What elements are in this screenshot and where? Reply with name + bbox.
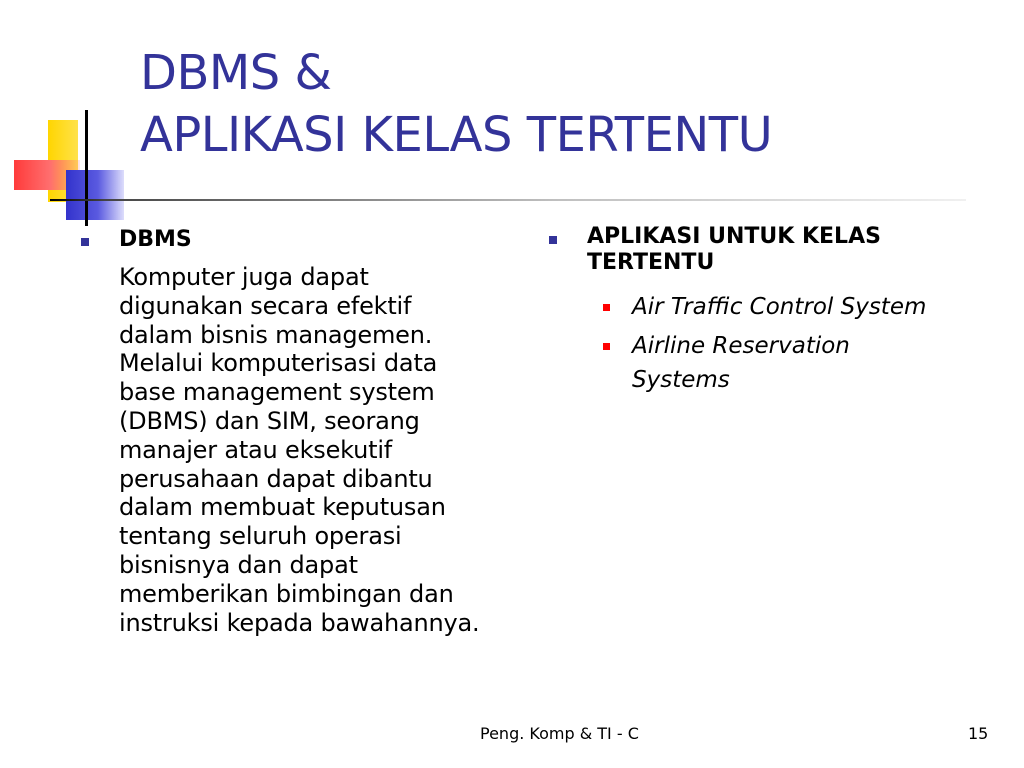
paragraph-line: Komputer juga dapat bbox=[119, 263, 369, 291]
list-item-text: Airline Reservation bbox=[632, 333, 850, 359]
paragraph-line: base management system bbox=[119, 378, 435, 407]
slide-title-line-1: DBMS & bbox=[140, 45, 332, 101]
list-item bbox=[591, 290, 986, 324]
slide-title bbox=[140, 42, 1000, 166]
slide-title-line-2: APLIKASI KELAS TERTENTU bbox=[140, 107, 773, 163]
list-item-text-continued: Systems bbox=[632, 367, 730, 393]
paragraph-line: digunakan secara efektif bbox=[119, 291, 412, 320]
paragraph-line: tentang seluruh operasi bbox=[119, 522, 402, 551]
sub-bullet-list bbox=[591, 290, 986, 397]
red-square-bullet-icon bbox=[603, 304, 610, 311]
bullet-heading-dbms: DBMS bbox=[119, 227, 192, 252]
dbms-paragraph bbox=[78, 263, 528, 637]
bullet-aplikasi bbox=[546, 224, 986, 276]
paragraph-line: Melalui komputerisasi data bbox=[119, 349, 438, 378]
paragraph-line: memberikan bimbingan dan bbox=[119, 579, 454, 608]
title-underline bbox=[50, 199, 966, 201]
decorative-vertical-line bbox=[85, 110, 88, 226]
square-bullet-icon bbox=[549, 236, 557, 244]
footer-text: Peng. Komp & TI - C bbox=[480, 724, 639, 743]
paragraph-line: perusahaan dapat dibantu bbox=[119, 464, 433, 493]
paragraph-line: dalam membuat keputusan bbox=[119, 493, 446, 522]
bullet-dbms bbox=[78, 226, 528, 254]
page-number: 15 bbox=[968, 724, 989, 743]
heading-line-1: APLIKASI UNTUK KELAS bbox=[587, 224, 881, 249]
red-square-bullet-icon bbox=[603, 343, 610, 350]
decorative-blue-block bbox=[66, 170, 124, 220]
square-bullet-icon bbox=[81, 238, 89, 246]
paragraph-line: dalam bisnis managemen. bbox=[119, 320, 433, 349]
right-column bbox=[546, 224, 986, 402]
heading-line-2: TERTENTU bbox=[587, 250, 715, 275]
list-item bbox=[591, 329, 986, 397]
paragraph-line: bisnisnya dan dapat bbox=[119, 550, 358, 579]
bullet-heading-aplikasi bbox=[587, 224, 986, 276]
list-item-text: Air Traffic Control System bbox=[632, 294, 927, 320]
left-column bbox=[78, 226, 528, 637]
paragraph-line: (DBMS) dan SIM, seorang bbox=[119, 406, 420, 435]
paragraph-line: instruksi kepada bawahannya. bbox=[119, 608, 480, 637]
paragraph-line: manajer atau eksekutif bbox=[119, 435, 393, 464]
